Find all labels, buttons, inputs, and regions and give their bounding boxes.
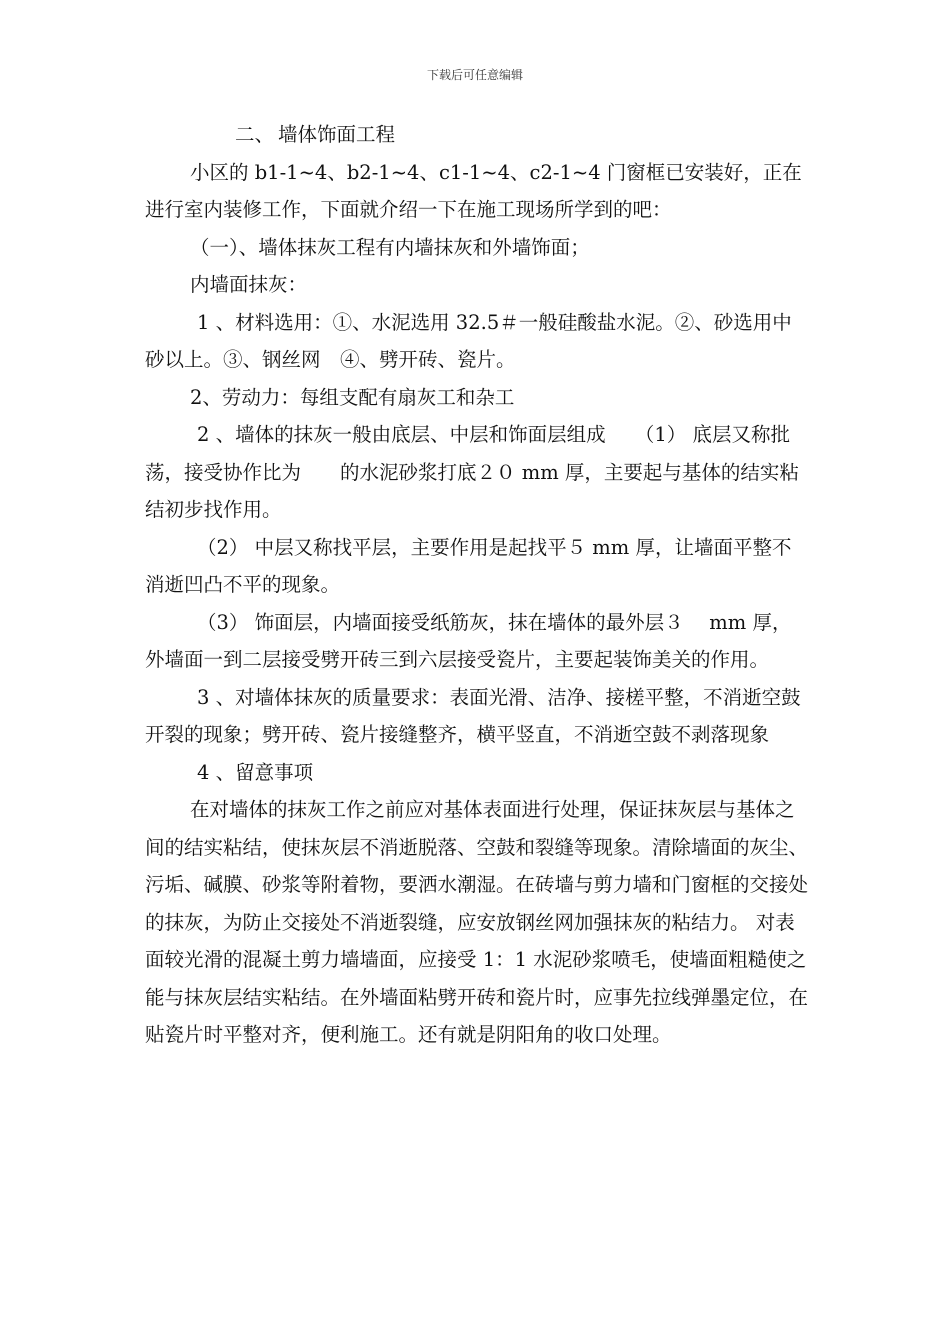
section-heading	[145, 116, 810, 154]
paragraph-finish-layer: （3） 饰面层，内墙面接受纸筋灰，抹在墙体的最外层３ mm 厚，外墙面一到二层接受劈开砖三到六层接受瓷片，主要起装饰美关的作用。	[145, 610, 792, 671]
paragraph-notes: 在对墙体的抹灰工作之前应对基体表面进行处理，保证抹灰层与基体之间的结实粘结，使抹灰层不消逝脱落、空鼓和裂缝等现象。清除墙面的灰尘、污垢、碱膜、砂浆等附着物，要洒水潮湿。在砖墙与剪力墙和门窗框的交接处的抹灰，为防止交接处不消逝裂缝，应安放钢丝网加强抹灰的粘结力。 对表面较光滑的混凝土剪力墙墙面，应接受 1：1 水泥砂浆喷毛，使墙面粗糙使之能与抹灰层结实粘结。在外墙面粘劈开砖和瓷片时，应事先拉线弹墨定位，在贴瓷片时平整对齐，便利施工。还有就是阴阳角的收口处理。	[145, 798, 809, 1046]
paragraph-layers: 2 、墙体的抹灰一般由底层、中层和饰面层组成 （1） 底层又称批荡，接受协作比为 的水泥砂浆打底２０ mm 厚，主要起与基体的结实粘结初步找作用。	[145, 423, 799, 521]
section-heading-text: 墙体饰面工程	[278, 123, 396, 146]
paragraph-middle-layer: （2） 中层又称找平层，主要作用是起找平５ mm 厚，让墙面平整不消逝凹凸不平的现象。	[145, 535, 792, 596]
section-heading-number: 二、	[235, 123, 275, 146]
paragraph-labor: 2、劳动力：每组支配有扇灰工和杂工	[190, 385, 515, 409]
paragraph-notes-title: 4 、留意事项	[197, 760, 314, 784]
paragraph-materials: 1 、材料选用：①、水泥选用 32.5＃一般硅酸盐水泥。②、砂选用中砂以上。③、钢丝网 ④、劈开砖、瓷片。	[145, 310, 792, 371]
paragraph-quality: 3 、对墙体抹灰的质量要求：表面光滑、洁净、接槎平整，不消逝空鼓开裂的现象；劈开砖、瓷片接缝整齐，横平竖直，不消逝空鼓不剥落现象	[145, 685, 801, 746]
page-header-note: 下载后可任意编辑	[426, 68, 523, 82]
paragraph-section-1: （一）、墙体抹灰工程有内墙抹灰和外墙饰面；	[190, 235, 590, 259]
document-body	[145, 116, 810, 1054]
paragraph-intro: 小区的 b1-1~4、b2-1~4、c1-1~4、c2-1~4 门窗框已安装好，正在进行室内装修工作，下面就介绍一下在施工现场所学到的吧：	[145, 160, 802, 221]
paragraph-interior-plaster: 内墙面抹灰：	[190, 273, 308, 296]
